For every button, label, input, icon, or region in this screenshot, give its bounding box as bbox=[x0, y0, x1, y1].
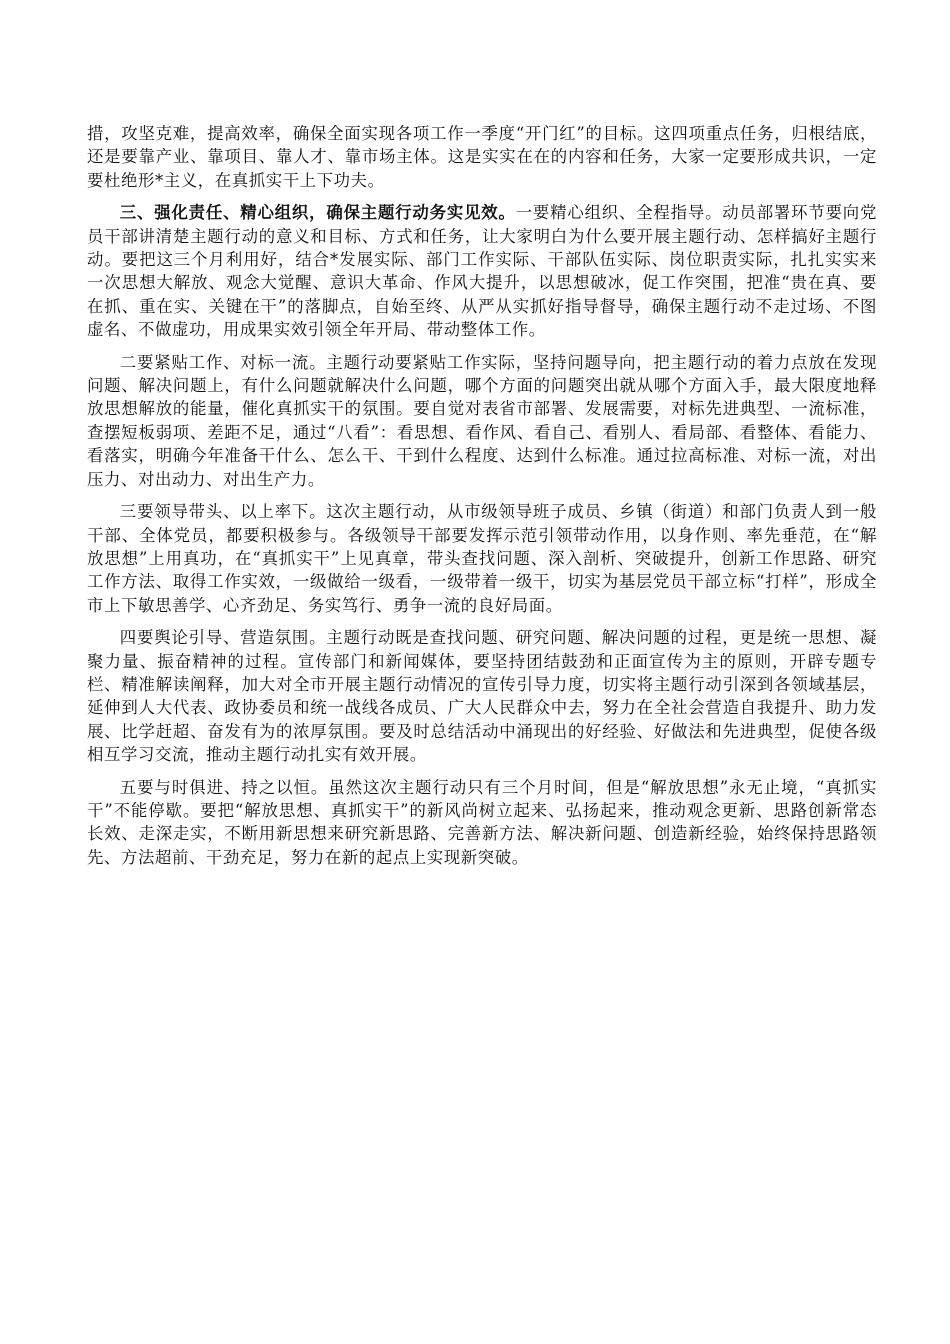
paragraph-point-five bbox=[87, 776, 877, 870]
paragraph-point-three bbox=[87, 500, 877, 617]
paragraph-point-two bbox=[87, 351, 877, 491]
document-page bbox=[87, 122, 877, 878]
paragraph-text: 五要与时俱进、持之以恒。虽然这次主题行动只有三个月时间，但是“解放思想”永无止境，“真抓实干”不能停歇。要把“解放思想、真抓实干”的新风尚树立起来、弘扬起来，推动观念更新、思路创新常态长效、走深走实，不断用新思想来研究新思路、完善新方法、解决新问题、创造新经验，始终保持思路领先、方法超前、干劲充足，努力在新的起点上实现新突破。 bbox=[87, 777, 877, 867]
paragraph-text: 三要领导带头、以上率下。这次主题行动，从市级领导班子成员、乡镇（街道）和部门负责人到一般干部、全体党员，都要积极参与。各级领导干部要发挥示范引领带动作用，以身作则、率先垂范，在“解放思想”上用真功，在“真抓实干”上见真章，带头查找问题、深入剖析、突破提升，创新工作思路、研究工作方法、取得工作实效，一级做给一级看，一级带着一级干，切实为基层党员干部立标“打样”，形成全市上下敏思善学、心齐劲足、务实笃行、勇争一流的良好局面。 bbox=[87, 502, 877, 615]
paragraph-text: 措，攻坚克难，提高效率，确保全面实现各项工作一季度“开门红”的目标。这四项重点任务，归根结底，还是要靠产业、靠项目、靠人才、靠市场主体。这是实实在在的内容和任务，大家一定要形成共识，一定要杜绝形*主义，在真抓实干上下功夫。 bbox=[87, 124, 877, 190]
paragraph-point-four bbox=[87, 626, 877, 766]
paragraph-continuation bbox=[87, 122, 877, 192]
paragraph-text: 一要精心组织、全程指导。动员部署环节要向党员干部讲清楚主题行动的意义和目标、方式和任务，让大家明白为什么要开展主题行动、怎样搞好主题行动。要把这三个月利用好，结合*发展实际、部门工作实际、干部队伍实际、岗位职责实际，扎扎实实来一次思想大解放、观念大觉醒、意识大革命、作风大提升，以思想破冰，促工作突围，把准“贵在真、要在抓、重在实、关键在干”的落脚点，自始至终、从严从实抓好指导督导，确保主题行动不走过场、不图虚名、不做虚功，用成果实效引领全年开局、带动整体工作。 bbox=[87, 203, 877, 340]
section-heading: 三、强化责任、精心组织，确保主题行动务实见效。 bbox=[119, 203, 516, 223]
paragraph-section-three bbox=[87, 201, 877, 341]
paragraph-text: 二要紧贴工作、对标一流。主题行动要紧贴工作实际，坚持问题导向，把主题行动的着力点放在发现问题、解决问题上，有什么问题就解决什么问题，哪个方面的问题突出就从哪个方面入手，最大限度地释放思想解放的能量，催化真抓实干的氛围。要自觉对表省市部署、发展需要，对标先进典型、一流标准，查摆短板弱项、差距不足，通过“八看”：看思想、看作风、看自己、看别人、看局部、看整体、看能力、看落实，明确今年准备干什么、怎么干、干到什么程度、达到什么标准。通过拉高标准、对标一流，对出压力、对出动力、对出生产力。 bbox=[87, 352, 877, 489]
paragraph-text: 四要舆论引导、营造氛围。主题行动既是查找问题、研究问题、解决问题的过程，更是统一思想、凝聚力量、振奋精神的过程。宣传部门和新闻媒体，要坚持团结鼓劲和正面宣传为主的原则，开辟专题专栏、精准解读阐释，加大对全市开展主题行动情况的宣传引导力度，切实将主题行动引深到各领域基层，延伸到人大代表、政协委员和统一战线各成员、广大人民群众中去，努力在全社会营造自我提升、助力发展、比学赶超、奋发有为的浓厚氛围。要及时总结活动中涌现出的好经验、好做法和先进典型，促使各级相互学习交流，推动主题行动扎实有效开展。 bbox=[87, 628, 877, 765]
